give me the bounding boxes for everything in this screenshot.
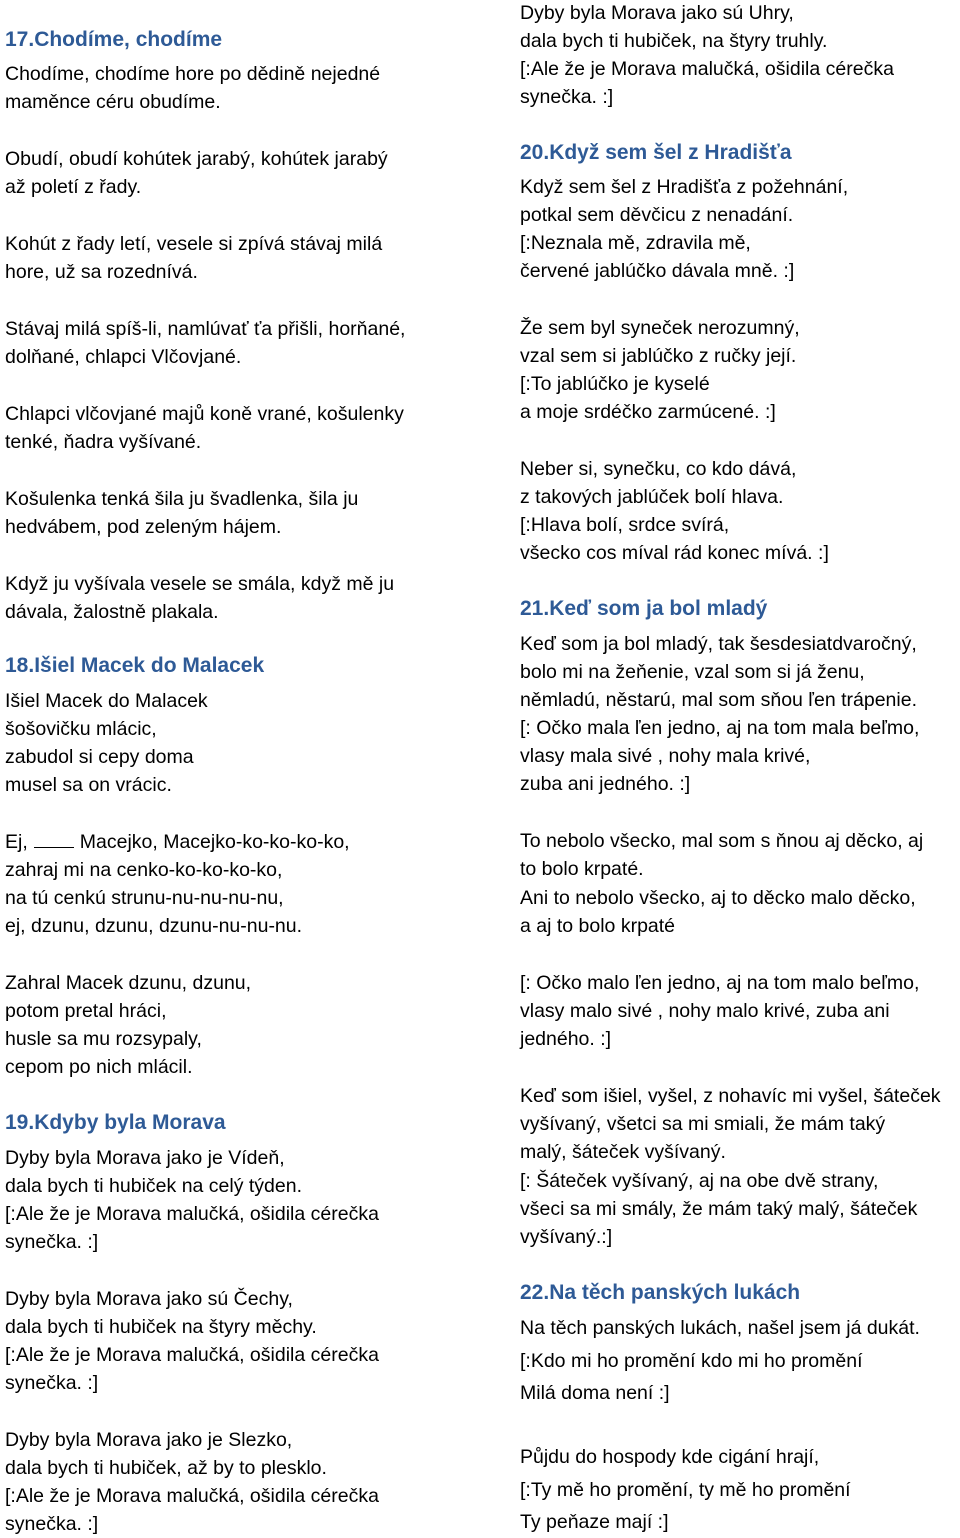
text-line: to bolo krpaté. <box>520 858 644 880</box>
text-line: hore, už sa rozednívá. <box>5 261 198 283</box>
text-line: Zahral Macek dzunu, dzunu, <box>5 972 252 994</box>
text-line: dala bych ti hubiček, na štyry truhly. <box>520 30 828 52</box>
text-line: [:Ale že je Morava malučká, ošidila cérečka <box>5 1203 379 1225</box>
song-heading-18: 18.Išiel Macek do Malacek <box>5 654 265 677</box>
text-line: Stávaj milá spíš-li, namlúvať ťa přišli, horňané, <box>5 318 406 340</box>
text-line: [:Hlava bolí, srdce svírá, <box>520 514 730 536</box>
text-line: synečka. :] <box>5 1372 99 1394</box>
text-line: [:Ale že je Morava malučká, ošidila cérečka <box>5 1485 379 1507</box>
text-line: ej, dzunu, dzunu, dzunu-nu-nu-nu. <box>5 915 303 937</box>
song-heading-17: 17.Chodíme, chodíme <box>5 28 223 51</box>
text-line: němladú, něstarú, mal som sňou ľen trápenie. <box>520 689 917 711</box>
text-line: Keď som ja bol mladý, tak šesdesiatdvaročný, <box>520 633 917 655</box>
text-line: Išiel Macek do Malacek <box>5 690 208 712</box>
text-line: šošovičku mlácic, <box>5 718 157 740</box>
song-heading-20: 20.Když sem šel z Hradišťa <box>520 141 792 164</box>
song-heading-19: 19.Kdyby byla Morava <box>5 1111 226 1134</box>
text-line: To nebolo všecko, mal som s ňnou aj děcko, aj <box>520 830 924 852</box>
fill-in-blank <box>34 833 74 848</box>
text-line: Když ju vyšívala vesele se smála, když mě ju <box>5 573 395 595</box>
text-line: vlasy malo sivé , nohy malo krivé, zuba ani <box>520 1000 890 1022</box>
text-line: Dyby byla Morava jako sú Čechy, <box>5 1288 293 1310</box>
song-heading-21: 21.Keď som ja bol mladý <box>520 597 768 620</box>
text-line-with-blank <box>5 831 350 853</box>
text-line: Když sem šel z Hradišťa z požehnání, <box>520 176 849 198</box>
text-line: dala bych ti hubiček na celý týden. <box>5 1175 303 1197</box>
text-line: synečka. :] <box>5 1231 99 1253</box>
text-line: synečka. :] <box>520 86 614 108</box>
text-line: [:Neznala mě, zdravila mě, <box>520 232 751 254</box>
text-line: potom pretal hráci, <box>5 1000 167 1022</box>
text-line: z takových jablúček bolí hlava. <box>520 486 784 508</box>
text-line: dala bych ti hubiček, až by to plesklo. <box>5 1457 327 1479</box>
text-line: Keď som išiel, vyšel, z nohavíc mi vyšel, šáteček <box>520 1085 941 1107</box>
text-line: Dyby byla Morava jako sú Uhry, <box>520 2 794 24</box>
text-line: hedvábem, pod zeleným hájem. <box>5 516 282 538</box>
text-line: maměnce céru obudíme. <box>5 91 221 113</box>
text-line: dolňané, chlapci Vlčovjané. <box>5 346 242 368</box>
text-line: tenké, ňadra vyšívané. <box>5 431 202 453</box>
text-line: [:Ale že je Morava malučká, ošidila cérečka <box>5 1344 379 1366</box>
text-line: Obudí, obudí kohútek jarabý, kohútek jarabý <box>5 148 388 170</box>
text-line: Dyby byla Morava jako je Slezko, <box>5 1429 293 1451</box>
text-line: cepom po nich mlácil. <box>5 1056 193 1078</box>
text-line: bolo mi na žeňenie, vzal som si já ženu, <box>520 661 865 683</box>
text-line: Ty peňaze mají :] <box>520 1511 669 1533</box>
text-line: Chodíme, chodíme hore po dědině nejedné <box>5 63 381 85</box>
text-line: potkal sem děvčicu z nenadání. <box>520 204 794 226</box>
text-line: všeci sa mi smály, že mám taký malý, šáteček <box>520 1198 918 1220</box>
text-line: [:Kdo mi ho promění kdo mi ho promění <box>520 1350 863 1372</box>
text-line: Ani to nebolo všecko, aj to děcko malo děcko, <box>520 887 916 909</box>
text-line: a aj to bolo krpaté <box>520 915 676 937</box>
text-line: zuba ani jedného. :] <box>520 773 691 795</box>
text-line: Na těch panských lukách, našel jsem já dukát. <box>520 1317 920 1339</box>
text-line: na tú cenkú strunu-nu-nu-nu-nu, <box>5 887 284 909</box>
text-line: Chlapci vlčovjané majů koně vrané, košulenky <box>5 403 404 425</box>
text-line: [:To jablúčko je kyselé <box>520 373 710 395</box>
text-line: a moje srdéčko zarmúcené. :] <box>520 401 776 423</box>
text-line: Že sem byl syneček nerozumný, <box>520 317 800 339</box>
text-line: [:Ty mě ho promění, ty mě ho promění <box>520 1479 851 1501</box>
song-heading-22: 22.Na těch panských lukách <box>520 1281 801 1304</box>
text-line: musel sa on vrácic. <box>5 774 172 796</box>
text-line: zahraj mi na cenko-ko-ko-ko-ko, <box>5 859 283 881</box>
text-line: všecko cos míval rád konec mívá. :] <box>520 542 829 564</box>
text-line: vyšívaný.:] <box>520 1226 613 1248</box>
text-line: zabudol si cepy doma <box>5 746 194 768</box>
text-fragment: Ej, <box>5 831 28 853</box>
text-line: [: Očko mala ľen jedno, aj na tom mala beľmo, <box>520 717 920 739</box>
text-line: dávala, žalostně plakala. <box>5 601 219 623</box>
text-line: Milá doma není :] <box>520 1382 670 1404</box>
text-line: vzal sem si jablúčko z ručky její. <box>520 345 797 367</box>
text-line: malý, šáteček vyšívaný. <box>520 1141 726 1163</box>
text-line: synečka. :] <box>5 1513 99 1535</box>
text-line: Košulenka tenká šila ju švadlenka, šila ju <box>5 488 359 510</box>
text-line: vlasy mala sivé , nohy mala krivé, <box>520 745 811 767</box>
text-fragment: Macejko, Macejko-ko-ko-ko-ko, <box>79 831 350 853</box>
text-line: vyšívaný, všetci sa mi smiali, že mám taký <box>520 1113 886 1135</box>
text-line: [: Očko malo ľen jedno, aj na tom malo beľmo, <box>520 972 920 994</box>
text-line: Dyby byla Morava jako je Vídeň, <box>5 1147 285 1169</box>
text-line: [: Šáteček vyšívaný, aj na obe dvě strany, <box>520 1170 879 1192</box>
text-line: Kohút z řady letí, vesele si zpívá stávaj milá <box>5 233 383 255</box>
text-line: [:Ale že je Morava malučká, ošidila cérečka <box>520 58 894 80</box>
text-line: dala bych ti hubiček na štyry měchy. <box>5 1316 317 1338</box>
text-line: červené jablúčko dávala mně. :] <box>520 260 795 282</box>
text-line: Neber si, synečku, co kdo dává, <box>520 458 797 480</box>
text-line: husle sa mu rozsypaly, <box>5 1028 202 1050</box>
text-line: až poletí z řady. <box>5 176 142 198</box>
text-line: Půjdu do hospody kde cigání hrají, <box>520 1446 820 1468</box>
text-line: jedného. :] <box>520 1028 612 1050</box>
